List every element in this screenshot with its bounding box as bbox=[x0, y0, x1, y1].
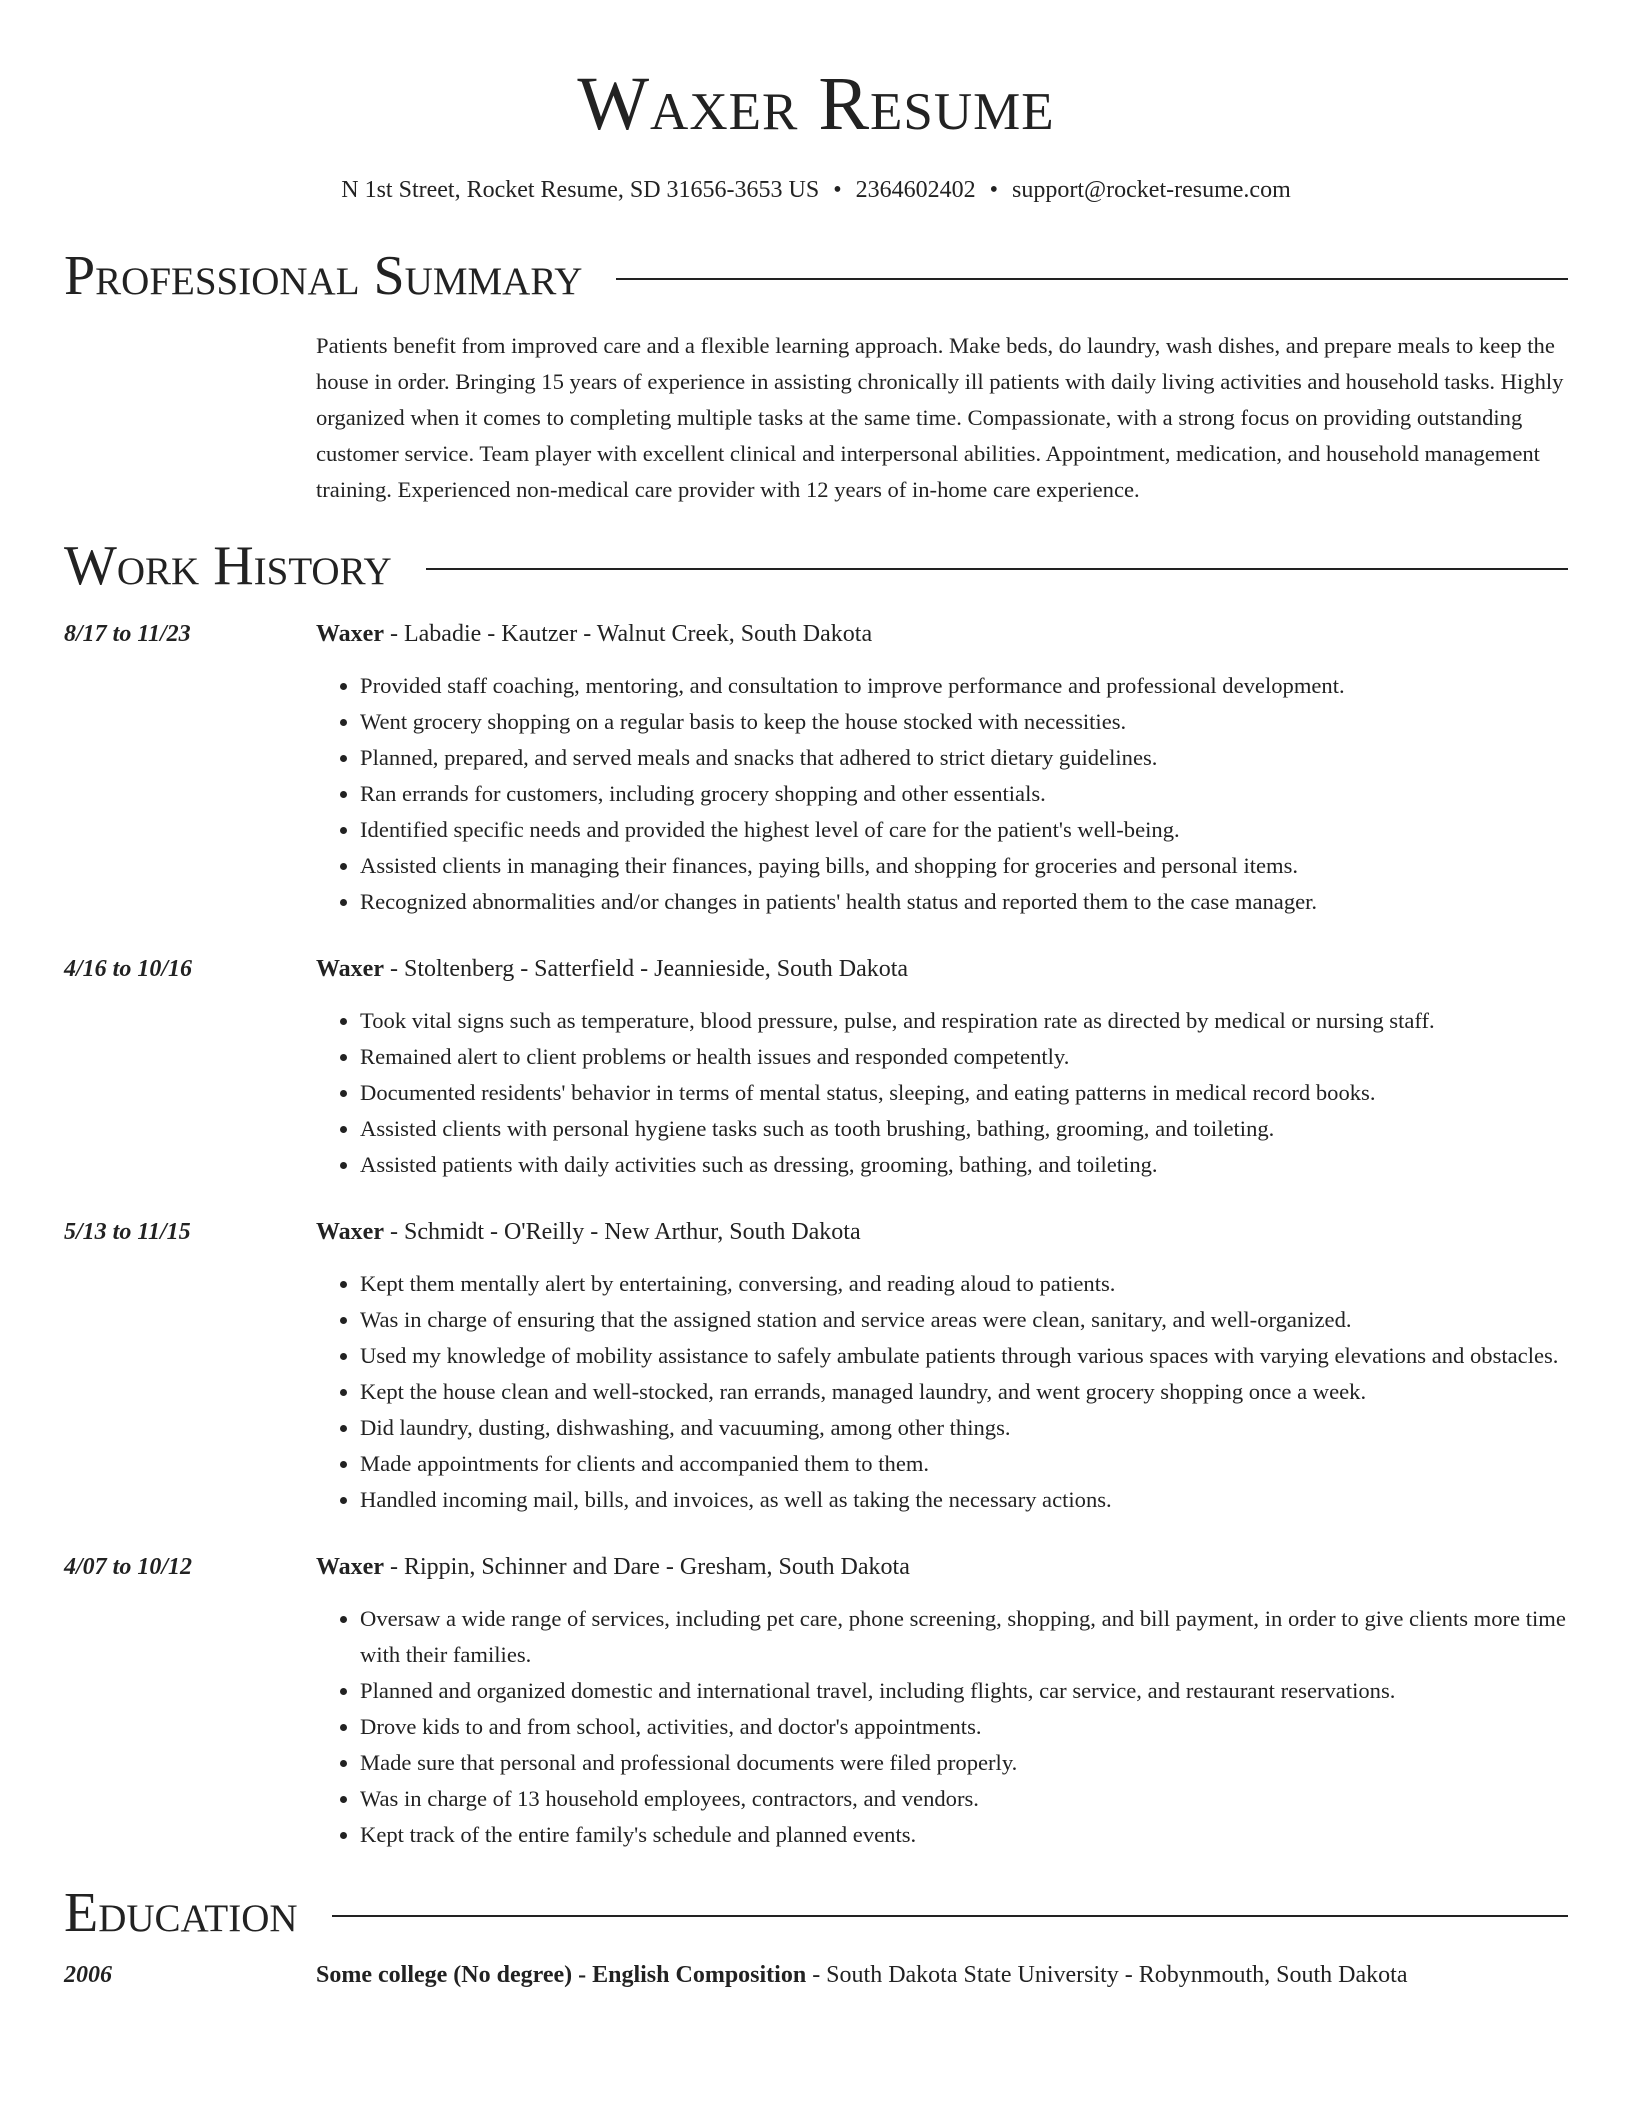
job-body bbox=[316, 953, 1568, 1183]
job-entry bbox=[64, 618, 1568, 920]
duty-item: • Ran errands for customers, including grocery shopping and other essentials. bbox=[360, 776, 1568, 812]
job-duties bbox=[316, 1003, 1568, 1183]
job-company-location: - Stoltenberg - Satterfield - Jeannieside, South Dakota bbox=[383, 956, 909, 982]
contact-separator: • bbox=[989, 177, 999, 203]
job-dates: 4/16 to 10/16 bbox=[64, 956, 193, 982]
job-dates: 5/13 to 11/15 bbox=[64, 1219, 191, 1245]
duty-item: • Handled incoming mail, bills, and invoices, as well as taking the necessary actions. bbox=[360, 1482, 1568, 1518]
education-school-location: - South Dakota State University - Robynmouth, South Dakota bbox=[806, 1962, 1408, 1988]
job-duties bbox=[316, 668, 1568, 920]
education-section-heading bbox=[64, 1882, 1568, 1944]
contact-address: N 1st Street, Rocket Resume, SD 31656-3653 US bbox=[341, 177, 820, 203]
duty-item: • Remained alert to client problems or health issues and responded competently. bbox=[360, 1039, 1568, 1075]
contact-separator: • bbox=[833, 177, 842, 203]
duty-item: • Assisted patients with daily activities such as dressing, grooming, bathing, and toileting. bbox=[360, 1147, 1568, 1183]
job-heading bbox=[316, 1216, 1568, 1248]
education-year: 2006 bbox=[64, 1962, 112, 1988]
duty-item: • Drove kids to and from school, activities, and doctor's appointments. bbox=[360, 1709, 1568, 1745]
job-duties bbox=[316, 1601, 1568, 1853]
duty-item: • Identified specific needs and provided the highest level of care for the patient's well-being. bbox=[360, 812, 1568, 848]
job-title: Waxer bbox=[316, 1219, 384, 1245]
duty-item: • Used my knowledge of mobility assistance to safely ambulate patients through various spaces with varying elevations and obstacles. bbox=[360, 1338, 1568, 1374]
education-body bbox=[316, 1959, 1568, 1991]
job-entry bbox=[64, 953, 1568, 1183]
work-history-title: Work History bbox=[64, 535, 392, 597]
duty-item: • Made appointments for clients and accompanied them to them. bbox=[360, 1446, 1568, 1482]
job-heading bbox=[316, 953, 1568, 985]
job-company-location: - Labadie - Kautzer - Walnut Creek, South Dakota bbox=[383, 621, 873, 647]
job-company-location: - Schmidt - O'Reilly - New Arthur, South Dakota bbox=[383, 1219, 861, 1245]
duty-item: • Oversaw a wide range of services, including pet care, phone screening, shopping, and bill payment, in order to give clients more time with their families. bbox=[360, 1601, 1568, 1673]
job-title: Waxer bbox=[316, 956, 384, 982]
contact-line bbox=[64, 178, 1568, 202]
duty-item: • Provided staff coaching, mentoring, and consultation to improve performance and professional development. bbox=[360, 668, 1568, 704]
job-title: Waxer bbox=[316, 621, 384, 647]
section-divider bbox=[332, 1915, 1568, 1917]
duty-item: • Kept track of the entire family's schedule and planned events. bbox=[360, 1817, 1568, 1853]
summary-title: Professional Summary bbox=[64, 245, 583, 307]
duty-item: • Went grocery shopping on a regular basis to keep the house stocked with necessities. bbox=[360, 704, 1568, 740]
duty-item: • Recognized abnormalities and/or changes in patients' health status and reported them to the case manager. bbox=[360, 884, 1568, 920]
duty-item: • Assisted clients with personal hygiene tasks such as tooth brushing, bathing, grooming, and toileting. bbox=[360, 1111, 1568, 1147]
education-degree: Some college (No degree) - English Composition bbox=[316, 1962, 807, 1988]
duty-item: • Planned, prepared, and served meals and snacks that adhered to strict dietary guidelines. bbox=[360, 740, 1568, 776]
section-divider bbox=[426, 568, 1568, 570]
job-dates: 4/07 to 10/12 bbox=[64, 1554, 193, 1580]
job-entry bbox=[64, 1216, 1568, 1518]
work-section-heading bbox=[64, 535, 1568, 597]
job-body bbox=[316, 1216, 1568, 1518]
contact-email[interactable]: support@rocket-resume.com bbox=[1012, 177, 1291, 203]
summary-section-heading bbox=[64, 245, 1568, 307]
duty-item: • Planned and organized domestic and international travel, including flights, car service, and restaurant reservations. bbox=[360, 1673, 1568, 1709]
job-dates: 8/17 to 11/23 bbox=[64, 621, 191, 647]
section-divider bbox=[616, 278, 1568, 280]
contact-phone: 2364602402 bbox=[855, 177, 976, 203]
duty-item: • Was in charge of ensuring that the assigned station and service areas were clean, sanitary, and well-organized. bbox=[360, 1302, 1568, 1338]
duty-item: • Kept them mentally alert by entertaining, conversing, and reading aloud to patients. bbox=[360, 1266, 1568, 1302]
job-title: Waxer bbox=[316, 1554, 384, 1580]
summary-text: Patients benefit from improved care and a flexible learning approach. Make beds, do laundry, wash dishes, and prepare meals to keep the house in order. Bringing 15 years of experience in assisting chronically ill patients with daily living activities and household tasks. Highly organized when it comes to completing multiple tasks at the same time. Compassionate, with a strong focus on providing outstanding customer service. Team player with excellent clinical and interpersonal abilities. Appointment, medication, and household management training. Experienced non-medical care provider with 12 years of in-home care experience. bbox=[316, 333, 1564, 502]
duty-item: • Documented residents' behavior in terms of mental status, sleeping, and eating patterns in medical record books. bbox=[360, 1075, 1568, 1111]
education-title: Education bbox=[64, 1882, 298, 1944]
duty-item: • Kept the house clean and well-stocked, ran errands, managed laundry, and went grocery shopping once a week. bbox=[360, 1374, 1568, 1410]
job-body bbox=[316, 1551, 1568, 1853]
duty-item: • Assisted clients in managing their finances, paying bills, and shopping for groceries and personal items. bbox=[360, 848, 1568, 884]
education-entry bbox=[64, 1959, 1568, 1991]
job-heading bbox=[316, 618, 1568, 650]
duty-item: • Took vital signs such as temperature, blood pressure, pulse, and respiration rate as directed by medical or nursing staff. bbox=[360, 1003, 1568, 1039]
resume-header bbox=[64, 62, 1568, 203]
job-heading bbox=[316, 1551, 1568, 1583]
job-body bbox=[316, 618, 1568, 920]
job-duties bbox=[316, 1266, 1568, 1518]
job-company-location: - Rippin, Schinner and Dare - Gresham, South Dakota bbox=[383, 1554, 910, 1580]
duty-item: • Was in charge of 13 household employees, contractors, and vendors. bbox=[360, 1781, 1568, 1817]
duty-item: • Did laundry, dusting, dishwashing, and vacuuming, among other things. bbox=[360, 1410, 1568, 1446]
candidate-name: Waxer Resume bbox=[577, 62, 1055, 146]
job-entry bbox=[64, 1551, 1568, 1853]
duty-item: • Made sure that personal and professional documents were filed properly. bbox=[360, 1745, 1568, 1781]
